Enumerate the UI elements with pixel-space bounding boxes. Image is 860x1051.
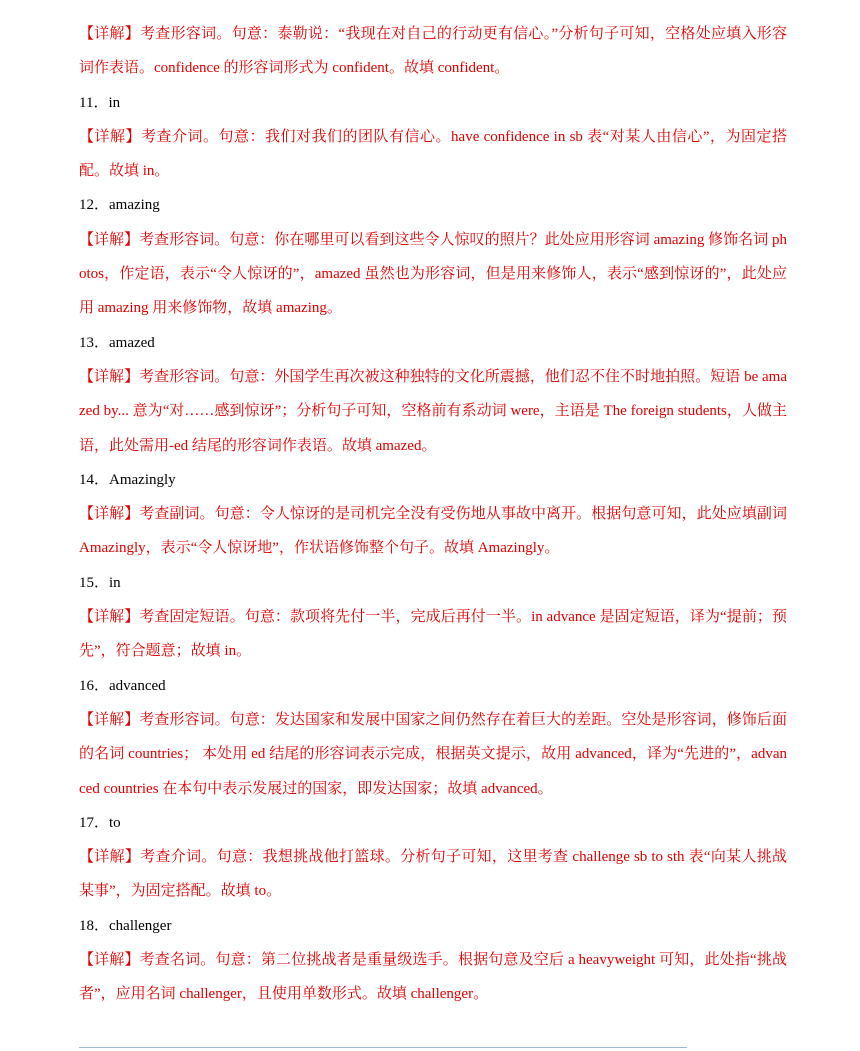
explanation-text xyxy=(79,840,787,909)
answer-number: 15．in xyxy=(79,574,121,591)
explanation-body: 考查形容词。句意：你在哪里可以看到这些令人惊叹的照片？此处应用形容词 amazing 修饰名词 photos，作定语，表示“令人惊讶的”，amazed 虽然也为形容词，但是用来修饰人，表示“感到惊讶的”，此处应用 amazing 用来修饰物，故填 amazing。 xyxy=(79,231,787,317)
explanation-text xyxy=(79,17,787,86)
explanation-text xyxy=(79,223,787,326)
answer-number: 11．in xyxy=(79,94,121,111)
explanation-text xyxy=(79,360,787,463)
explanation-text xyxy=(79,703,787,806)
entry-13 xyxy=(79,326,787,463)
explanation-text xyxy=(79,497,787,566)
answer-number: 16．advanced xyxy=(79,677,166,694)
explanation-body: 考查介词。句意：我们对我们的团队有信心。have confidence in sb 表“对某人由信心”，为固定搭配。故填 in。 xyxy=(79,128,787,180)
entry-16 xyxy=(79,669,787,806)
explanation-text xyxy=(79,600,787,669)
entry-12 xyxy=(79,188,787,325)
explanation-tag: 【详解】 xyxy=(79,506,140,523)
explanation-tag: 【详解】 xyxy=(79,26,141,42)
explanation-tag: 【详解】 xyxy=(79,128,142,145)
explanation-text xyxy=(79,120,787,189)
answer-number: 12．amazing xyxy=(79,197,160,214)
explanation-tag: 【详解】 xyxy=(79,368,140,385)
explanation-text xyxy=(79,943,787,1012)
entry-11 xyxy=(79,86,787,189)
explanation-body: 考查形容词。句意：发达国家和发展中国家之间仍然存在着巨大的差距。空处是形容词，修饰后面的名词 countries； 本处用 ed 结尾的形容词表示完成，根据英文提示，故用 advanced，译为“先进的”，advanced countries 在本句中表示发展过的国家，即发达国家；故填 advanced。 xyxy=(79,711,787,797)
answer-explanations xyxy=(79,17,787,1012)
answer-number: 13．amazed xyxy=(79,334,155,351)
entry-14 xyxy=(79,463,787,566)
entry-17 xyxy=(79,806,787,909)
explanation-body: 考查介词。句意：我想挑战他打篮球。分析句子可知，这里考查 challenge sb to sth 表“向某人挑战某事”，为固定搭配。故填 to。 xyxy=(79,849,787,900)
footer-divider xyxy=(79,1047,687,1048)
explanation-tag: 【详解】 xyxy=(79,952,140,969)
entry-15 xyxy=(79,566,787,669)
answer-number: 14．Amazingly xyxy=(79,471,176,488)
answer-number: 17．to xyxy=(79,814,121,831)
explanation-body: 考查形容词。句意：泰勒说：“我现在对自己的行动更有信心。”分析句子可知，空格处应填入形容词作表语。confidence 的形容词形式为 confident。故填 confident。 xyxy=(79,26,787,77)
explanation-tag: 【详解】 xyxy=(79,711,140,728)
explanation-body: 考查副词。句意：令人惊讶的是司机完全没有受伤地从事故中离开。根据句意可知，此处应填副词 Amazingly，表示“令人惊讶地”，作状语修饰整个句子。故填 Amazingly。 xyxy=(79,506,787,557)
explanation-body: 考查固定短语。句意：款项将先付一半，完成后再付一半。in advance 是固定短语，译为“提前；预先”，符合题意；故填 in。 xyxy=(79,609,787,660)
explanation-tag: 【详解】 xyxy=(79,609,140,626)
explanation-tag: 【详解】 xyxy=(79,849,141,866)
entry-10 xyxy=(79,17,787,86)
explanation-body: 考查名词。句意：第二位挑战者是重量级选手。根据句意及空后 a heavyweight 可知，此处指“挑战者”，应用名词 challenger，且使用单数形式。故填 challenger。 xyxy=(79,952,787,1003)
entry-18 xyxy=(79,909,787,1012)
explanation-body: 考查形容词。句意：外国学生再次被这种独特的文化所震撼，他们忍不住不时地拍照。短语 be amazed by... 意为“对……感到惊讶”；分析句子可知，空格前有系动词 were，主语是 The foreign students，人做主语，此处需用-ed 结尾的形容词作表语。故填 amazed。 xyxy=(79,368,787,454)
answer-number: 18．challenger xyxy=(79,917,172,934)
explanation-tag: 【详解】 xyxy=(79,231,140,248)
